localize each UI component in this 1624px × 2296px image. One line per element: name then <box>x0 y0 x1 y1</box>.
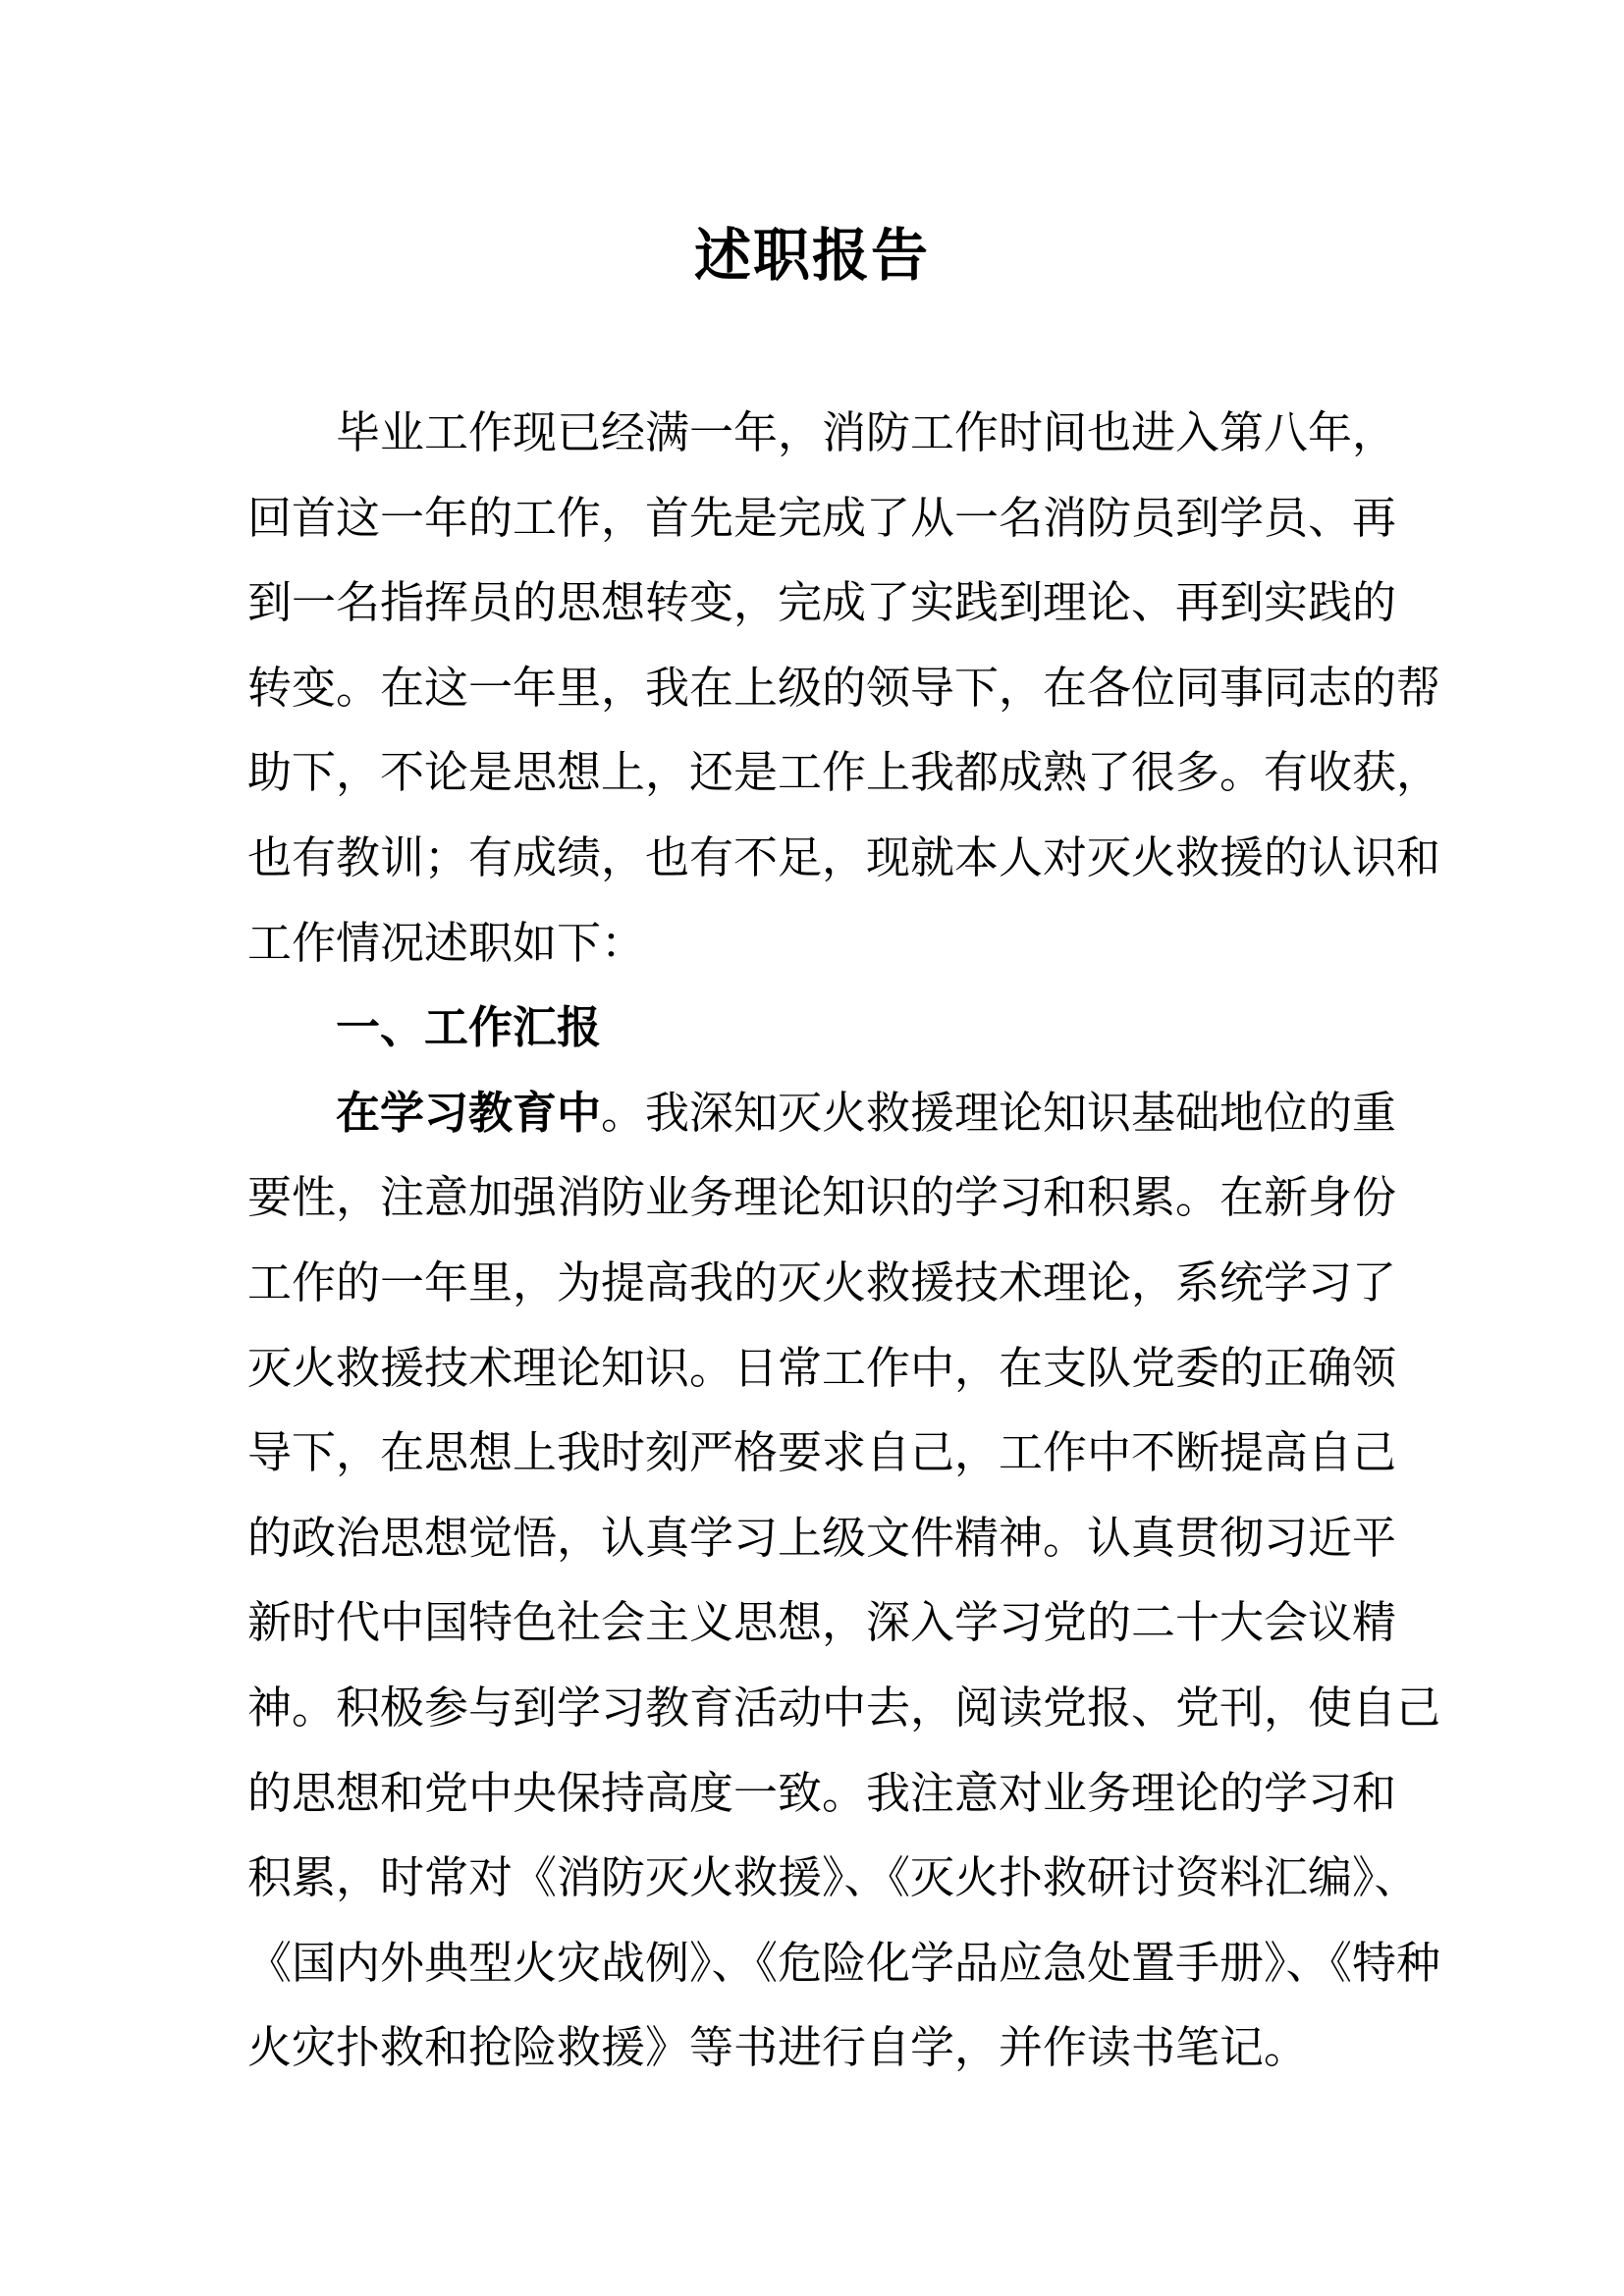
paragraph-line: 到一名指挥员的思想转变，完成了实践到理论、再到实践的 <box>247 576 1397 629</box>
paragraph-line: 导下，在思想上我时刻严格要求自己，工作中不断提高自己 <box>247 1426 1397 1479</box>
paragraph-line: 工作情况述职如下： <box>247 916 646 969</box>
paragraph-line: 《国内外典型火灾战例》、《危险化学品应急处置手册》、《特种 <box>247 1936 1441 1989</box>
paragraph-line: 火灾扑救和抢险救援》等书进行自学，并作读书笔记。 <box>247 2021 1309 2074</box>
paragraph-line: 回首这一年的工作，首先是完成了从一名消防员到学员、再 <box>247 491 1397 544</box>
paragraph-lead: 在学习教育中 <box>336 1086 602 1139</box>
paragraph-line: 助下，不论是思想上，还是工作上我都成熟了很多。有收获， <box>247 746 1441 799</box>
paragraph-line: 转变。在这一年里，我在上级的领导下，在各位同事同志的帮 <box>247 661 1441 714</box>
paragraph-line: 神。积极参与到学习教育活动中去，阅读党报、党刊，使自己 <box>247 1681 1441 1734</box>
document-body <box>247 391 1441 2091</box>
paragraph-line: 要性，注意加强消防业务理论知识的学习和积累。在新身份 <box>247 1171 1397 1224</box>
paragraph-line: 也有教训；有成绩，也有不足，现就本人对灭火救援的认识和 <box>247 830 1441 883</box>
document-title: 述职报告 <box>693 222 930 289</box>
paragraph-line: 积累，时常对《消防灭火救援》、《灭火扑救研讨资料汇编》、 <box>247 1851 1419 1904</box>
paragraph-line: 工作的一年里，为提高我的灭火救援技术理论，系统学习了 <box>247 1255 1397 1308</box>
paragraph-line: 的思想和党中央保持高度一致。我注意对业务理论的学习和 <box>247 1766 1397 1819</box>
study-paragraph <box>247 1071 1441 2091</box>
paragraph-line: 毕业工作现已经满一年，消防工作时间也进入第八年， <box>336 406 1397 458</box>
section-heading: 一、工作汇报 <box>336 1001 602 1054</box>
paragraph-line: 的政治思想觉悟，认真学习上级文件精神。认真贯彻习近平 <box>247 1511 1397 1564</box>
intro-paragraph <box>247 391 1441 986</box>
paragraph-line: 灭火救援技术理论知识。日常工作中，在支队党委的正确领 <box>247 1341 1397 1394</box>
paragraph-line <box>247 1071 1397 1156</box>
paragraph-line-text: 。我深知灭火救援理论知识基础地位的重 <box>601 1086 1397 1139</box>
paragraph-line: 新时代中国特色社会主义思想，深入学习党的二十大会议精 <box>247 1596 1397 1649</box>
